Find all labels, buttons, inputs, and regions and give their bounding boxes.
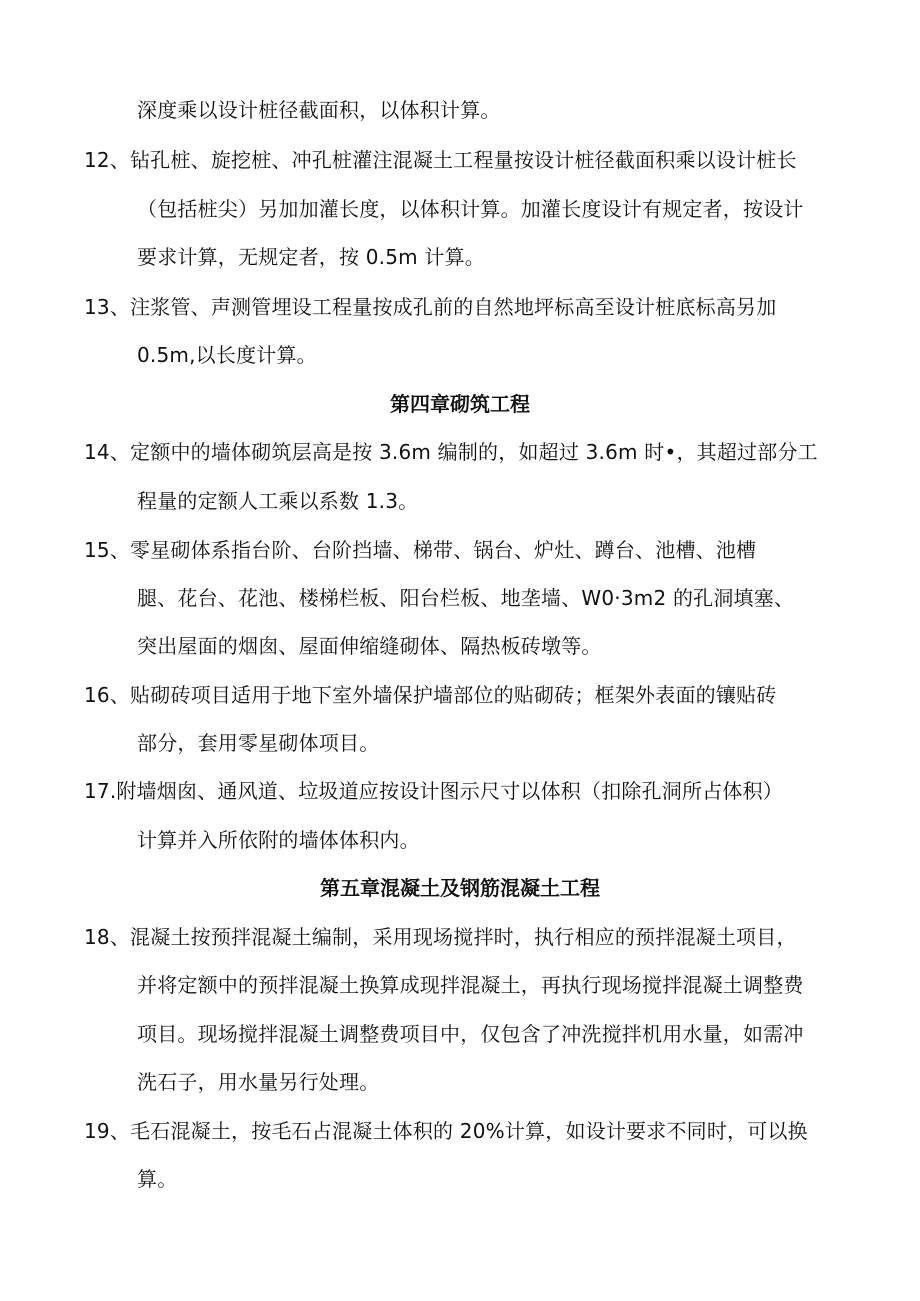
item-12-line-2: （包括桩尖）另加加灌长度，以体积计算。加灌长度设计有规定者，按设计 (137, 197, 804, 221)
item-14-line-2: 程量的定额人工乘以系数 1.3。 (137, 489, 419, 513)
item-11-continuation: 深度乘以设计桩径截面积，以体积计算。 (137, 98, 501, 122)
item-13-line-2: 0.5m,以长度计算。 (137, 343, 317, 367)
item-18-line-3: 项目。现场搅拌混凝土调整费项目中，仅包含了冲洗搅拌机用水量，如需冲 (137, 1022, 804, 1046)
item-14-line-1: 14、定额中的墙体砌筑层高是按 3.6m 编制的，如超过 3.6m 时•，其超过部分工 (84, 440, 818, 464)
item-18-line-2: 并将定额中的预拌混凝土换算成现拌混凝土，再执行现场搅拌混凝土调整费 (137, 973, 804, 997)
item-16-line-1: 16、贴砌砖项目适用于地下室外墙保护墙部位的贴砌砖；框架外表面的镶贴砖 (84, 683, 777, 707)
item-18-line-1: 18、混凝土按预拌混凝土编制，采用现场搅拌时，执行相应的预拌混凝土项目， (84, 925, 797, 949)
item-18-line-4: 洗石子，用水量另行处理。 (137, 1070, 380, 1094)
item-17-line-2: 计算并入所依附的墙体体积内。 (137, 828, 420, 852)
item-17-line-1: 17.附墙烟囱、通风道、垃圾道应按设计图示尺寸以体积（扣除孔洞所占体积） (84, 779, 784, 803)
item-15-line-2: 腿、花台、花池、楼梯栏板、阳台栏板、地垄墙、W0·3m2 的孔洞填塞、 (137, 586, 795, 610)
item-15-line-1: 15、零星砌体系指台阶、台阶挡墙、梯带、锅台、炉灶、蹲台、池槽、池槽 (84, 538, 757, 562)
item-12-line-1: 12、钻孔桩、旋挖桩、冲孔桩灌注混凝土工程量按设计桩径截面积乘以设计桩长 (84, 148, 797, 172)
chapter-5-title: 第五章混凝土及钢筋混凝土工程 (320, 876, 600, 900)
item-15-line-3: 突出屋面的烟囱、屋面伸缩缝砌体、隔热板砖墩等。 (137, 634, 602, 658)
chapter-4-title: 第四章砌筑工程 (390, 392, 530, 416)
item-16-line-2: 部分，套用零星砌体项目。 (137, 731, 380, 755)
item-19-line-1: 19、毛石混凝土，按毛石占混凝土体积的 20%计算，如设计要求不同时，可以换 (84, 1119, 808, 1143)
item-12-line-3: 要求计算，无规定者，按 0.5m 计算。 (137, 245, 486, 269)
item-13-line-1: 13、注浆管、声测管埋设工程量按成孔前的自然地坪标高至设计桩底标高另加 (84, 295, 777, 319)
item-19-line-2: 算。 (137, 1167, 178, 1191)
